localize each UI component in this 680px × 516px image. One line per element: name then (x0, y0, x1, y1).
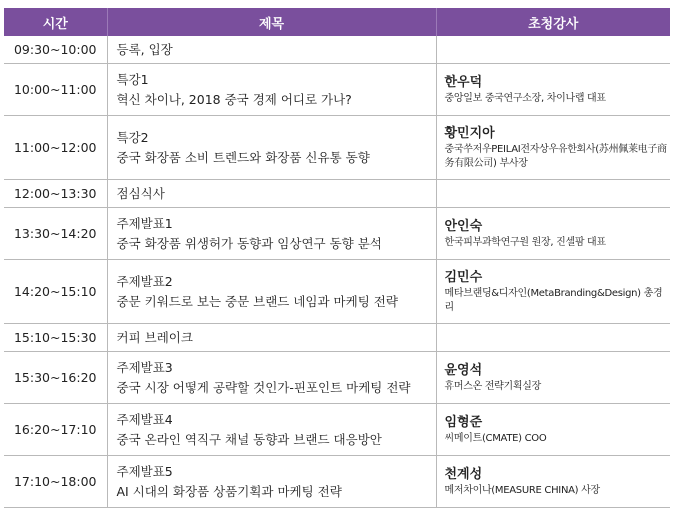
speaker-name: 황민지아 (444, 126, 495, 141)
table-row (4, 352, 670, 404)
table-row (4, 456, 670, 508)
title-cell (107, 180, 436, 208)
title-cell (107, 36, 436, 64)
title-cell (107, 404, 436, 456)
table-row (4, 324, 670, 352)
speaker-name: 한우덕 (444, 75, 483, 90)
session-label: 특강1 (116, 71, 149, 87)
speaker-name: 안인숙 (444, 219, 483, 234)
title-cell (107, 352, 436, 404)
session-topic: 중국 화장품 위생허가 동향과 임상연구 동향 분석 (116, 235, 382, 251)
session-topic: AI 시대의 화장품 상품기획과 마케팅 전략 (116, 483, 342, 499)
session-topic: 중문 키워드로 보는 중문 브랜드 네임과 마케팅 전략 (116, 293, 398, 309)
speaker-cell (436, 324, 670, 352)
speaker-affiliation: 메저차이나(MEASURE CHINA) 사장 (444, 485, 600, 496)
table-row (4, 36, 670, 64)
session-label: 점심식사 (116, 185, 165, 201)
speaker-cell (436, 404, 670, 456)
speaker-cell (436, 180, 670, 208)
time-cell: 16:20~17:10 (4, 404, 107, 456)
speaker-cell (436, 116, 670, 180)
session-label: 주제발표4 (116, 411, 173, 427)
title-cell (107, 324, 436, 352)
time-cell: 17:10~18:00 (4, 456, 107, 508)
session-topic: 중국 시장 어떻게 공략할 것인가-핀포인트 마케팅 전략 (116, 379, 411, 395)
speaker-affiliation: 메타브랜딩&디자인(MetaBranding&Design) 총경리 (444, 288, 663, 313)
time-cell: 09:30~10:00 (4, 36, 107, 64)
speaker-name: 천계성 (444, 467, 483, 482)
table-row (4, 404, 670, 456)
schedule-table (4, 8, 670, 508)
table-row (4, 180, 670, 208)
speaker-name: 김민수 (444, 270, 483, 285)
time-cell: 14:20~15:10 (4, 260, 107, 324)
session-label: 주제발표2 (116, 273, 173, 289)
header-speaker: 초청강사 (436, 8, 670, 36)
table-row (4, 208, 670, 260)
speaker-affiliation: 휴머스온 전략기획실장 (444, 381, 541, 392)
header-time: 시간 (4, 8, 107, 36)
session-label: 특강2 (116, 129, 149, 145)
session-label: 주제발표1 (116, 215, 173, 231)
speaker-cell (436, 260, 670, 324)
table-row (4, 116, 670, 180)
header-row (4, 8, 670, 36)
session-topic: 중국 온라인 역직구 채널 동향과 브랜드 대응방안 (116, 431, 382, 447)
speaker-cell (436, 208, 670, 260)
speaker-affiliation: 씨메이트(CMATE) COO (444, 433, 547, 444)
speaker-name: 윤영석 (444, 363, 483, 378)
time-cell: 15:30~16:20 (4, 352, 107, 404)
speaker-affiliation: 중앙일보 중국연구소장, 차이나랩 대표 (444, 93, 606, 104)
time-cell: 11:00~12:00 (4, 116, 107, 180)
speaker-affiliation: 한국피부과학연구원 원장, 진셀팜 대표 (444, 237, 606, 248)
title-cell (107, 260, 436, 324)
speaker-cell (436, 36, 670, 64)
table-row (4, 260, 670, 324)
speaker-name: 임형준 (444, 415, 483, 430)
speaker-affiliation: 중국쑤저우PEILAI전자상우유한회사(苏州佩莱电子商务有限公司) 부사장 (444, 144, 667, 169)
header-title: 제목 (107, 8, 436, 36)
title-cell (107, 456, 436, 508)
speaker-cell (436, 352, 670, 404)
title-cell (107, 208, 436, 260)
session-topic: 혁신 차이나, 2018 중국 경제 어디로 가나? (116, 91, 352, 107)
table-row (4, 64, 670, 116)
session-label: 커피 브레이크 (116, 329, 193, 345)
speaker-cell (436, 64, 670, 116)
session-topic: 중국 화장품 소비 트렌드와 화장품 신유통 동향 (116, 149, 370, 165)
speaker-cell (436, 456, 670, 508)
title-cell (107, 64, 436, 116)
time-cell: 10:00~11:00 (4, 64, 107, 116)
time-cell: 12:00~13:30 (4, 180, 107, 208)
session-label: 등록, 입장 (116, 41, 173, 57)
time-cell: 13:30~14:20 (4, 208, 107, 260)
session-label: 주제발표3 (116, 359, 173, 375)
session-label: 주제발표5 (116, 463, 173, 479)
time-cell: 15:10~15:30 (4, 324, 107, 352)
title-cell (107, 116, 436, 180)
